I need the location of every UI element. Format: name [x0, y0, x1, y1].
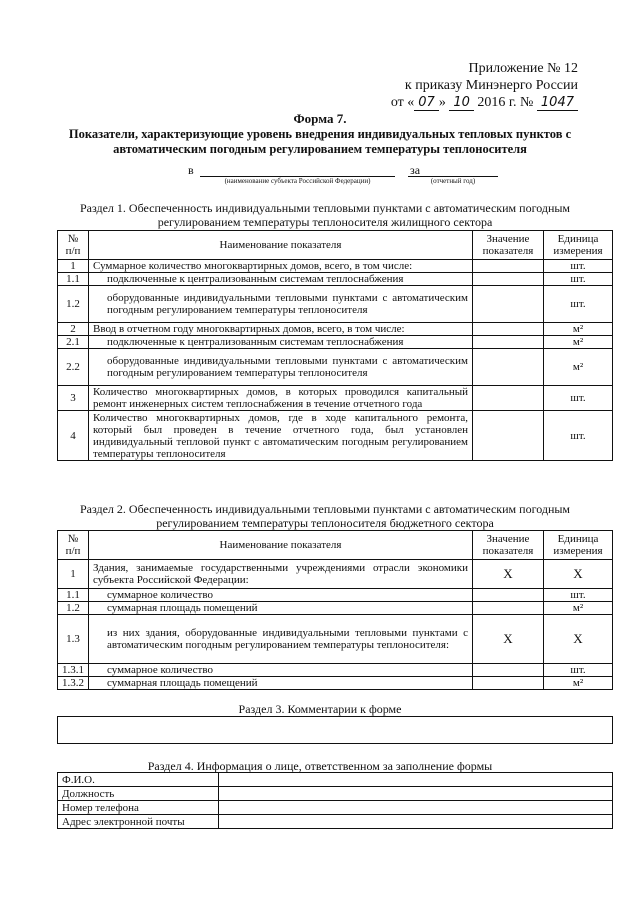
table-row	[58, 386, 613, 411]
section2-rows	[58, 560, 613, 690]
section2-title: Раздел 2. Обеспеченность индивидуальными тепловыми пунктами с автоматическим погодным регулированием температуры теплоносителя бюджетного сектора	[79, 502, 571, 530]
table-row	[58, 801, 613, 815]
table-row	[58, 602, 613, 615]
row-indicator-name: подключенные к централизованным системам теплоснабжения	[89, 336, 473, 349]
responsible-person-table	[57, 772, 613, 829]
header-unit: Единица измерения	[544, 231, 613, 260]
header-name: Наименование показателя	[89, 231, 473, 260]
section1-title: Раздел 1. Обеспеченность индивидуальными тепловыми пунктами с автоматическим погодным регулированием температуры теплоносителя жилищного сектора	[79, 201, 571, 229]
row-indicator-name: оборудованные индивидуальными тепловыми пунктами с автоматическим погодным регулированием температуры теплоносителя	[89, 286, 473, 323]
row-unit: шт.	[544, 286, 613, 323]
order-number: 1047	[537, 95, 578, 111]
row-indicator-name: суммарная площадь помещений	[89, 677, 473, 690]
row-unit: X	[544, 615, 613, 664]
row-value-cell: X	[473, 560, 544, 589]
row-unit: м²	[544, 323, 613, 336]
table-row	[58, 677, 613, 690]
row-number: 2.1	[58, 336, 89, 349]
form-number: Форма 7.	[293, 111, 347, 126]
person-field-value[interactable]	[219, 815, 613, 829]
row-indicator-name: Суммарное количество многоквартирных домов, всего, в том числе:	[89, 260, 473, 273]
row-value-cell: X	[473, 615, 544, 664]
row-number: 4	[58, 411, 89, 461]
year-caption: (отчетный год)	[430, 177, 476, 185]
row-number: 1.1	[58, 589, 89, 602]
table-row	[58, 349, 613, 386]
person-field-label: Номер телефона	[58, 801, 219, 815]
row-value-cell[interactable]	[473, 349, 544, 386]
row-number: 1.3.2	[58, 677, 89, 690]
row-number: 1.1	[58, 273, 89, 286]
row-number: 1	[58, 560, 89, 589]
appendix-order-reference: к приказу Минэнерго России	[404, 78, 578, 93]
row-unit: X	[544, 560, 613, 589]
person-field-value[interactable]	[219, 787, 613, 801]
person-field-label: Ф.И.О.	[58, 773, 219, 787]
order-year: 2016 г. №	[477, 95, 534, 110]
row-number: 1.3	[58, 615, 89, 664]
row-indicator-name: Здания, занимаемые государственными учреждениями отрасли экономики субъекта Российской Федерации:	[89, 560, 473, 589]
row-number: 1.2	[58, 286, 89, 323]
row-number: 2.2	[58, 349, 89, 386]
person-field-label: Должность	[58, 787, 219, 801]
row-value-cell[interactable]	[473, 664, 544, 677]
person-field-label: Адрес электронной почты	[58, 815, 219, 829]
table-row	[58, 286, 613, 323]
header-name: Наименование показателя	[89, 531, 473, 560]
row-indicator-name: суммарное количество	[89, 589, 473, 602]
section2-table	[57, 530, 613, 690]
header-num: № п/п	[58, 531, 89, 560]
row-number: 1.3.1	[58, 664, 89, 677]
section1-table	[57, 230, 613, 461]
table-row	[58, 589, 613, 602]
appendix-header	[391, 60, 578, 111]
header-unit: Единица измерения	[544, 531, 613, 560]
table-row	[58, 560, 613, 589]
person-field-value[interactable]	[219, 773, 613, 787]
order-day: 07	[414, 95, 439, 111]
row-value-cell[interactable]	[473, 386, 544, 411]
section3-title: Раздел 3. Комментарии к форме	[238, 702, 402, 716]
row-unit: шт.	[544, 664, 613, 677]
row-value-cell[interactable]	[473, 273, 544, 286]
order-date-line	[391, 94, 578, 111]
year-for-label: за	[410, 163, 421, 177]
table-row	[58, 773, 613, 787]
table-row	[58, 787, 613, 801]
header-value: Значение показателя	[473, 231, 544, 260]
order-prefix: от «	[390, 95, 415, 110]
row-unit: м²	[544, 602, 613, 615]
appendix-number: Приложение № 12	[468, 61, 578, 76]
row-value-cell[interactable]	[473, 286, 544, 323]
header-value: Значение показателя	[473, 531, 544, 560]
table-row	[58, 273, 613, 286]
table-row	[58, 336, 613, 349]
table-row	[58, 411, 613, 461]
comments-field[interactable]	[58, 717, 613, 744]
row-value-cell[interactable]	[473, 589, 544, 602]
form-title: Показатели, характеризующие уровень внедрения индивидуальных тепловых пунктов с автоматическим погодным регулированием температуры теплоносителя	[68, 127, 572, 156]
row-indicator-name: Ввод в отчетном году многоквартирных домов, всего, в том числе:	[89, 323, 473, 336]
person-field-value[interactable]	[219, 801, 613, 815]
table-row	[58, 260, 613, 273]
row-value-cell[interactable]	[473, 677, 544, 690]
row-unit: шт.	[544, 260, 613, 273]
row-value-cell[interactable]	[473, 260, 544, 273]
table-row	[58, 664, 613, 677]
row-indicator-name: из них здания, оборудованные индивидуальными тепловыми пунктами с автоматическим погодным регулированием температуры теплоносителя:	[89, 615, 473, 664]
region-in-label: в	[188, 163, 194, 177]
region-caption: (наименование субъекта Российской Федерации)	[224, 177, 371, 185]
row-unit: шт.	[544, 411, 613, 461]
header-num: № п/п	[58, 231, 89, 260]
row-value-cell[interactable]	[473, 336, 544, 349]
row-indicator-name: оборудованные индивидуальными тепловыми пунктами с автоматическим погодным регулированием температуры теплоносителя	[89, 349, 473, 386]
section4-title: Раздел 4. Информация о лице, ответственном за заполнение формы	[147, 759, 493, 773]
row-unit: м²	[544, 336, 613, 349]
row-indicator-name: суммарная площадь помещений	[89, 602, 473, 615]
region-year-line	[178, 158, 508, 186]
row-unit: м²	[544, 349, 613, 386]
row-indicator-name: Количество многоквартирных домов, где в ходе капитального ремонта, который был проведен в течение отчетного года, был установлен индивидуальный тепловой пункт с автоматическим погодным регулированием температуры теплоносителя	[89, 411, 473, 461]
row-number: 3	[58, 386, 89, 411]
row-unit: шт.	[544, 589, 613, 602]
table-row	[58, 323, 613, 336]
table-row	[58, 815, 613, 829]
row-unit: м²	[544, 677, 613, 690]
row-unit: шт.	[544, 386, 613, 411]
row-number: 1	[58, 260, 89, 273]
order-month: 10	[449, 95, 474, 111]
row-number: 1.2	[58, 602, 89, 615]
row-number: 2	[58, 323, 89, 336]
row-value-cell[interactable]	[473, 411, 544, 461]
row-indicator-name: суммарное количество	[89, 664, 473, 677]
row-value-cell[interactable]	[473, 323, 544, 336]
row-value-cell[interactable]	[473, 602, 544, 615]
row-indicator-name: подключенные к централизованным системам теплоснабжения	[89, 273, 473, 286]
order-quote-close: »	[438, 95, 446, 110]
row-unit: шт.	[544, 273, 613, 286]
section1-rows	[58, 260, 613, 461]
row-indicator-name: Количество многоквартирных домов, в которых проводился капитальный ремонт инженерных систем теплоснабжения в течение отчетного года	[89, 386, 473, 411]
table-row	[58, 615, 613, 664]
comments-box	[57, 716, 613, 744]
